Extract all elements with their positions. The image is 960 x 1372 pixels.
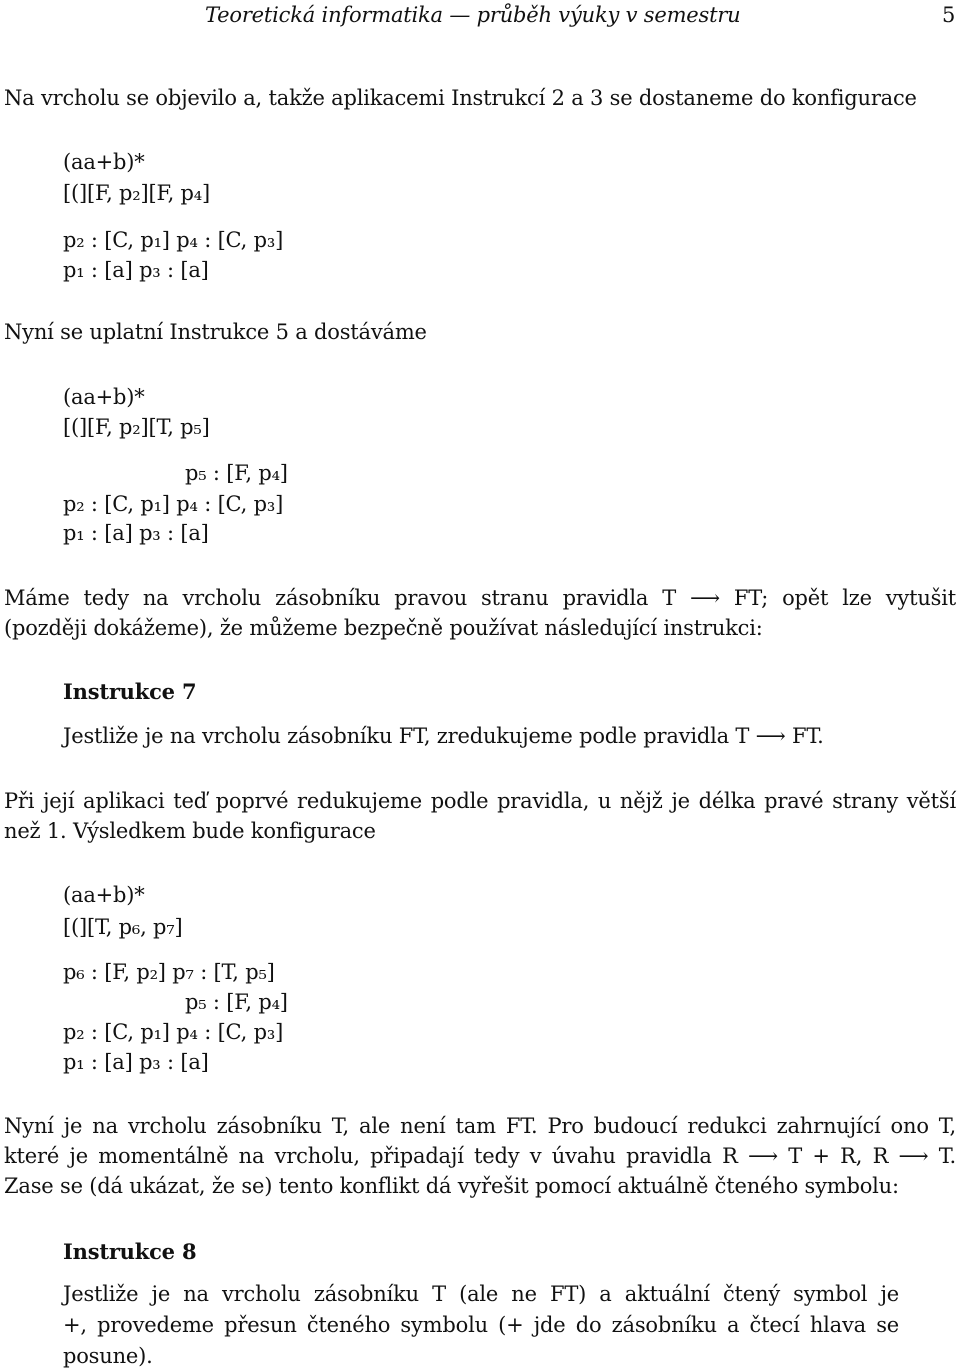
page-number: 5 bbox=[942, 3, 956, 27]
config-stack: [(][F, p₂][T, p₅] bbox=[63, 415, 210, 439]
instruction-line: Jestliže je na vrcholu zásobníku T (ale ne FT) a aktuální čtený symbol je bbox=[63, 1282, 899, 1306]
paragraph-intro: Na vrcholu se objevilo a, takže aplikacemi Instrukcí 2 a 3 se dostaneme do konfigurace bbox=[4, 86, 917, 110]
paragraph-line: Zase se (dá ukázat, že se) tento konflikt dá vyřešit pomocí aktuálně čteného symbolu: bbox=[4, 1174, 899, 1198]
config-row: p₂ : [C, p₁] p₄ : [C, p₃] bbox=[63, 1020, 284, 1044]
running-header-title: Teoretická informatika — průběh výuky v semestru bbox=[205, 3, 741, 27]
config-stack: [(][F, p₂][F, p₄] bbox=[63, 181, 210, 205]
instruction-8-title: Instrukce 8 bbox=[63, 1239, 197, 1264]
config-row: p₆ : [F, p₂] p₇ : [T, p₅] bbox=[63, 960, 275, 984]
config-row: p₂ : [C, p₁] p₄ : [C, p₃] bbox=[63, 228, 284, 252]
instruction-7-title: Instrukce 7 bbox=[63, 679, 197, 704]
config-row: p₁ : [a] p₃ : [a] bbox=[63, 258, 209, 282]
config-expression: (aa+b)* bbox=[63, 883, 145, 907]
paragraph-line: Nyní je na vrcholu zásobníku T, ale není tam FT. Pro budoucí redukci zahrnující ono T, bbox=[4, 1114, 956, 1138]
paragraph-conflict bbox=[4, 1111, 956, 1201]
paragraph-line: které je momentálně na vrcholu, připadají tedy v úvahu pravidla R ⟶ T + R, R ⟶ T. bbox=[4, 1144, 956, 1168]
instruction-8-text bbox=[63, 1279, 899, 1372]
paragraph-line: (později dokážeme), že můžeme bezpečně používat následující instrukci: bbox=[4, 616, 763, 640]
config-expression: (aa+b)* bbox=[63, 385, 145, 409]
paragraph-instruction-5: Nyní se uplatní Instrukce 5 a dostáváme bbox=[4, 320, 427, 344]
paragraph-reduction bbox=[4, 786, 956, 846]
paragraph-line: Při její aplikaci teď poprvé redukujeme podle pravidla, u nějž je délka pravé strany větší bbox=[4, 789, 956, 813]
config-expression: (aa+b)* bbox=[63, 150, 145, 174]
paragraph-line: než 1. Výsledkem bude konfigurace bbox=[4, 819, 376, 843]
config-row: p₁ : [a] p₃ : [a] bbox=[63, 1050, 209, 1074]
config-row: p₅ : [F, p₄] bbox=[185, 990, 288, 1014]
paragraph-line: Máme tedy na vrcholu zásobníku pravou stranu pravidla T ⟶ FT; opět lze vytušit bbox=[4, 586, 956, 610]
config-row: p₁ : [a] p₃ : [a] bbox=[63, 521, 209, 545]
instruction-line: posune). bbox=[63, 1344, 153, 1368]
config-row: p₅ : [F, p₄] bbox=[185, 461, 288, 485]
config-stack: [(][T, p₆, p₇] bbox=[63, 915, 183, 939]
config-row: p₂ : [C, p₁] p₄ : [C, p₃] bbox=[63, 492, 284, 516]
paragraph-top-of-stack bbox=[4, 583, 956, 643]
instruction-line: +, provedeme přesun čteného symbolu (+ jde do zásobníku a čtecí hlava se bbox=[63, 1313, 899, 1337]
instruction-7-text: Jestliže je na vrcholu zásobníku FT, zredukujeme podle pravidla T ⟶ FT. bbox=[63, 724, 824, 748]
